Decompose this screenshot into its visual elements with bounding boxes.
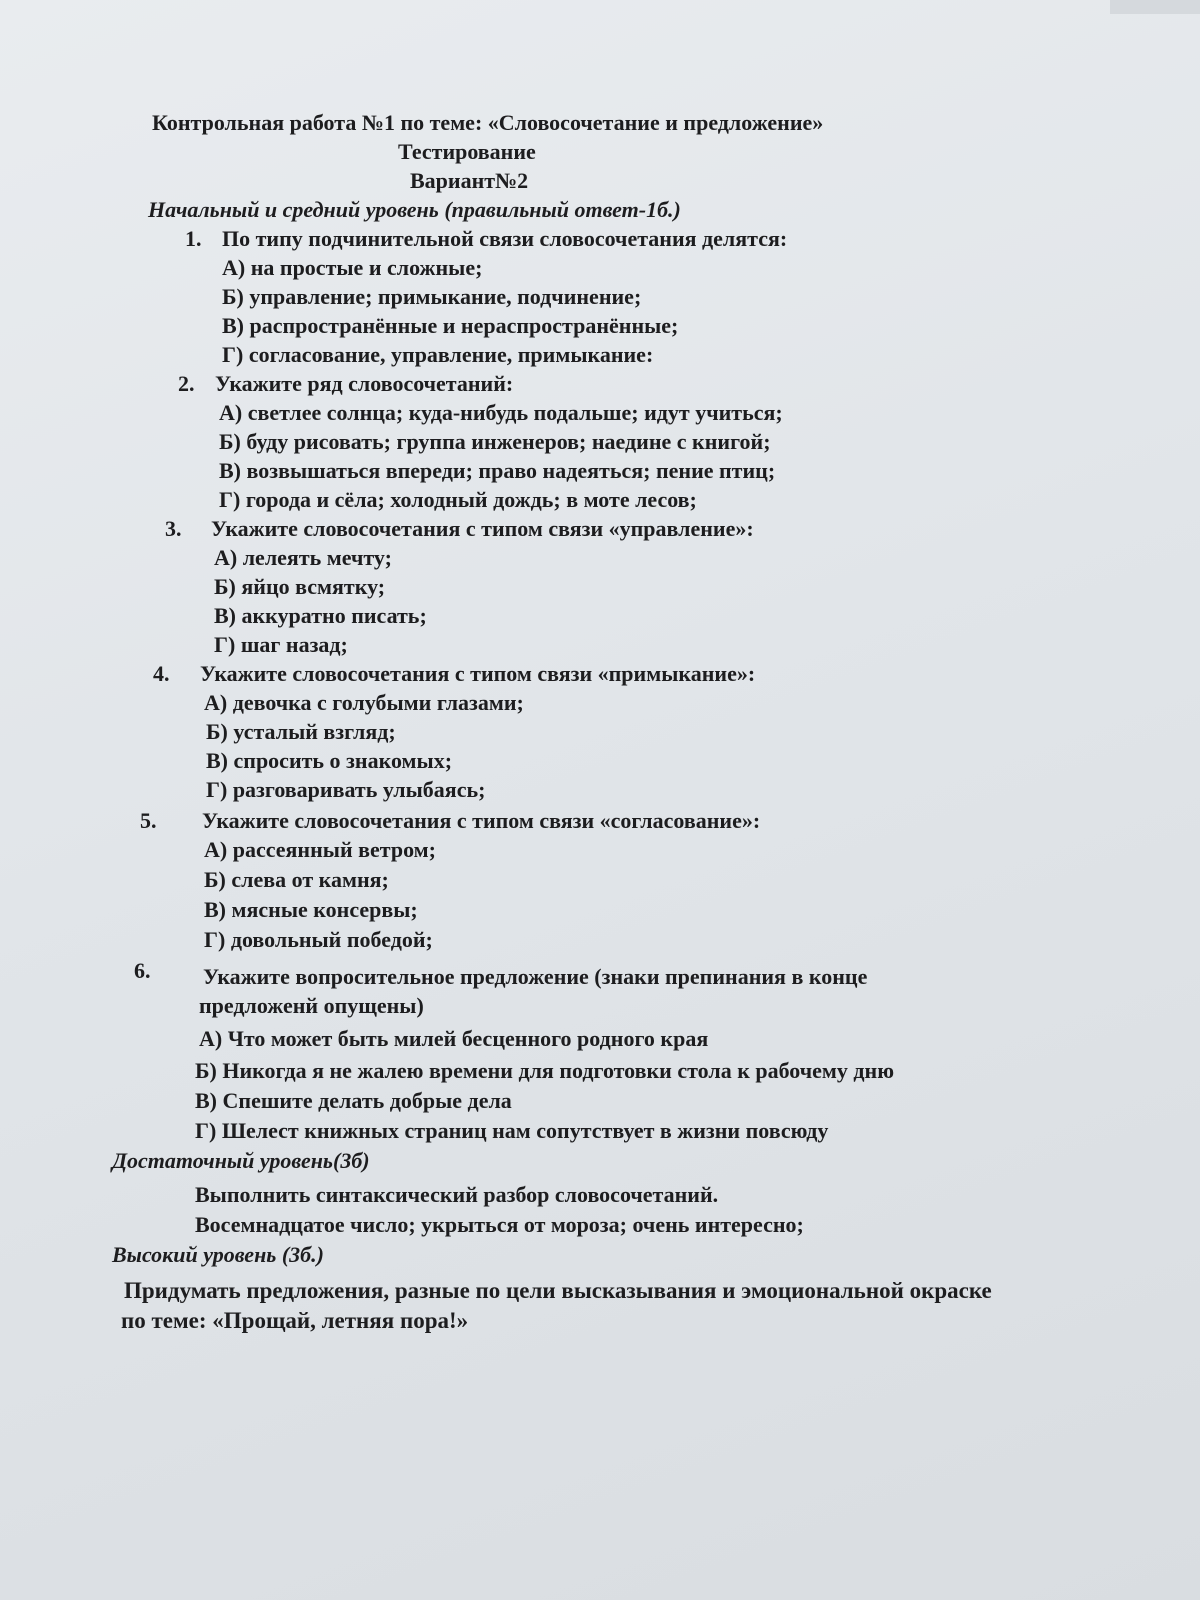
question-3-option-a: А) лелеять мечту; — [214, 545, 392, 570]
question-1-text: По типу подчинительной связи словосочетания делятся: — [222, 226, 788, 251]
question-2-number: 2. — [178, 371, 195, 396]
question-2-option-b: Б) буду рисовать; группа инженеров; наедине с книгой; — [219, 429, 771, 454]
question-6-text: Укажите вопросительное предложение (знаки препинания в конце — [203, 964, 868, 989]
question-1-option-a: А) на простые и сложные; — [222, 255, 483, 280]
question-2-text: Укажите ряд словосочетаний: — [215, 371, 514, 396]
question-1-option-c: В) распространённые и нераспространённые; — [222, 313, 679, 338]
question-6-option-c: В) Спешите делать добрые дела — [195, 1088, 512, 1113]
page-subtitle: Тестирование — [398, 139, 536, 164]
question-3-number: 3. — [165, 516, 182, 541]
level2-task: Выполнить синтаксический разбор словосочетаний. — [195, 1182, 719, 1207]
level2-heading: Достаточный уровень(3б) — [112, 1148, 370, 1173]
question-2-option-c: В) возвышаться впереди; право надеяться; пение птиц; — [219, 458, 776, 483]
question-6-number: 6. — [134, 958, 151, 983]
question-1-option-d: Г) согласование, управление, примыкание: — [222, 342, 654, 367]
question-5-option-b: Б) слева от камня; — [204, 867, 389, 892]
level3-task-line1: Придумать предложения, разные по цели высказывания и эмоциональной окраске — [124, 1278, 992, 1303]
question-4-option-a: А) девочка с голубыми глазами; — [204, 690, 524, 715]
question-6-option-a: А) Что может быть милей бесценного родного края — [199, 1026, 709, 1051]
question-2-option-a: А) светлее солнца; куда-нибудь подальше; идут учиться; — [219, 400, 783, 425]
question-3-text: Укажите словосочетания с типом связи «управление»: — [211, 516, 754, 541]
question-5-option-d: Г) довольный победой; — [204, 927, 433, 952]
question-1-option-b: Б) управление; примыкание, подчинение; — [222, 284, 642, 309]
level3-heading: Высокий уровень (3б.) — [112, 1242, 324, 1267]
question-6-option-d: Г) Шелест книжных страниц нам сопутствует в жизни повсюду — [195, 1118, 829, 1143]
question-3-option-d: Г) шаг назад; — [214, 632, 348, 657]
question-4-text: Укажите словосочетания с типом связи «примыкание»: — [200, 661, 756, 686]
question-2-option-d: Г) города и сёла; холодный дождь; в моте лесов; — [219, 487, 697, 512]
question-5-option-c: В) мясные консервы; — [204, 897, 418, 922]
page-title: Контрольная работа №1 по теме: «Словосочетание и предложение» — [152, 110, 824, 135]
question-4-number: 4. — [153, 661, 170, 686]
level2-items: Восемнадцатое число; укрыться от мороза; очень интересно; — [195, 1212, 804, 1237]
question-5-option-a: А) рассеянный ветром; — [204, 837, 436, 862]
level3-task-line2: по теме: «Прощай, летняя пора!» — [121, 1308, 469, 1333]
level1-heading: Начальный и средний уровень (правильный ответ-1б.) — [148, 197, 681, 222]
question-4-option-b: Б) усталый взгляд; — [206, 719, 396, 744]
page-corner-shadow — [1110, 0, 1200, 14]
question-5-number: 5. — [140, 808, 157, 833]
variant-label: Вариант№2 — [410, 168, 529, 193]
question-3-option-b: Б) яйцо всмятку; — [214, 574, 386, 599]
question-6-text-continued: предложенй опущены) — [199, 993, 424, 1018]
question-5-text: Укажите словосочетания с типом связи «согласование»: — [202, 808, 761, 833]
question-6-option-b: Б) Никогда я не жалею времени для подготовки стола к рабочему дню — [195, 1058, 895, 1083]
question-3-option-c: В) аккуратно писать; — [214, 603, 427, 628]
question-1-number: 1. — [185, 226, 202, 251]
question-4-option-c: В) спросить о знакомых; — [206, 748, 453, 773]
question-4-option-d: Г) разговаривать улыбаясь; — [206, 777, 486, 802]
